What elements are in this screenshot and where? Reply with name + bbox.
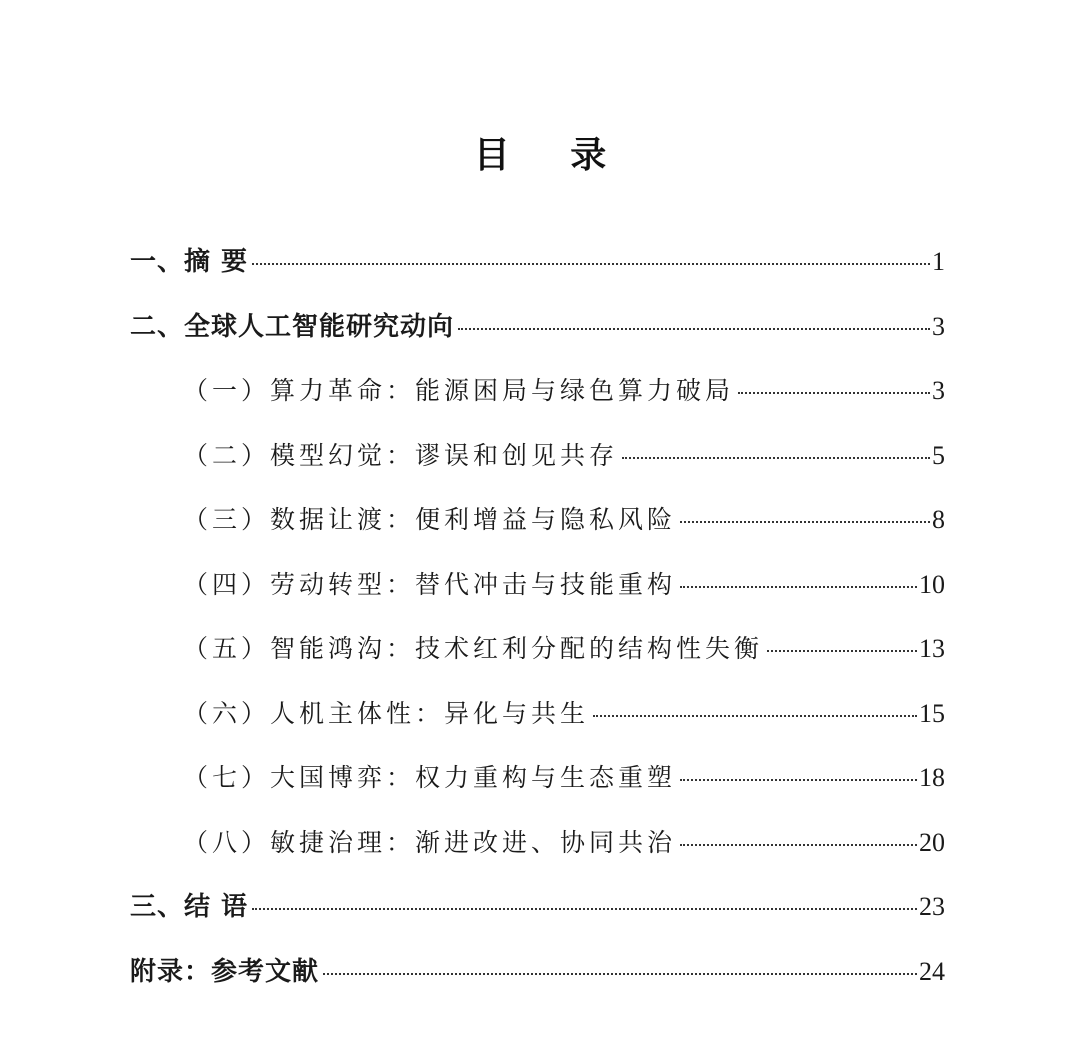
toc-subentry-divide[interactable] [183,627,945,671]
dot-leader [593,715,917,717]
toc-entry-references[interactable] [130,950,945,994]
toc-page-number: 15 [919,699,945,728]
toc-entry-label: 二、全球人工智能研究动向 [130,312,455,342]
toc-entry-label: （八）敏捷治理：渐进改进、协同共治 [183,828,677,857]
toc-page-number: 24 [919,957,945,986]
toc-entry-label: （二）模型幻觉：谬误和创见共存 [183,441,619,470]
dot-leader [252,263,930,265]
toc-page-number: 8 [932,505,945,534]
toc-page-number: 23 [919,892,945,921]
toc-entry-label: 一、摘 要 [130,247,249,277]
dot-leader [323,973,917,975]
toc-entry-conclusion[interactable] [130,885,945,929]
toc-entry-label: （五）智能鸿沟：技术红利分配的结构性失衡 [183,634,764,663]
toc-entry-label: （一）算力革命：能源困局与绿色算力破局 [183,376,735,405]
toc-page-number: 5 [932,441,945,470]
toc-page-number: 1 [932,247,945,276]
toc-entry-label: （四）劳动转型：替代冲击与技能重构 [183,570,677,599]
toc-page-number: 10 [919,570,945,599]
toc-entry-label: （七）大国博弈：权力重构与生态重塑 [183,763,677,792]
toc-subentry-subjectivity[interactable] [183,692,945,736]
dot-leader [622,457,930,459]
toc-entry-label: （三）数据让渡：便利增益与隐私风险 [183,505,677,534]
dot-leader [680,521,930,523]
dot-leader [767,650,917,652]
dot-leader [680,586,917,588]
toc-entry-abstract[interactable] [130,240,945,284]
toc-entry-label: 附录：参考文献 [130,957,320,987]
toc-subentry-compute[interactable] [183,369,945,413]
toc-page-number: 13 [919,634,945,663]
toc-subentry-governance[interactable] [183,821,945,865]
toc-subentry-labor[interactable] [183,563,945,607]
toc-subentry-data[interactable] [183,498,945,542]
toc-page-number: 18 [919,763,945,792]
toc-entry-research-trends[interactable] [130,305,945,349]
toc-entry-label: （六）人机主体性：异化与共生 [183,699,590,728]
dot-leader [458,328,930,330]
toc-entry-label: 三、结 语 [130,892,249,922]
toc-subentry-hallucination[interactable] [183,434,945,478]
toc-subentry-geopolitics[interactable] [183,756,945,800]
dot-leader [252,908,917,910]
toc-page-number: 20 [919,828,945,857]
dot-leader [680,844,917,846]
toc-page-number: 3 [932,312,945,341]
dot-leader [680,779,917,781]
toc-page-number: 3 [932,376,945,405]
dot-leader [738,392,930,394]
page-title: 目 录 [473,135,631,177]
